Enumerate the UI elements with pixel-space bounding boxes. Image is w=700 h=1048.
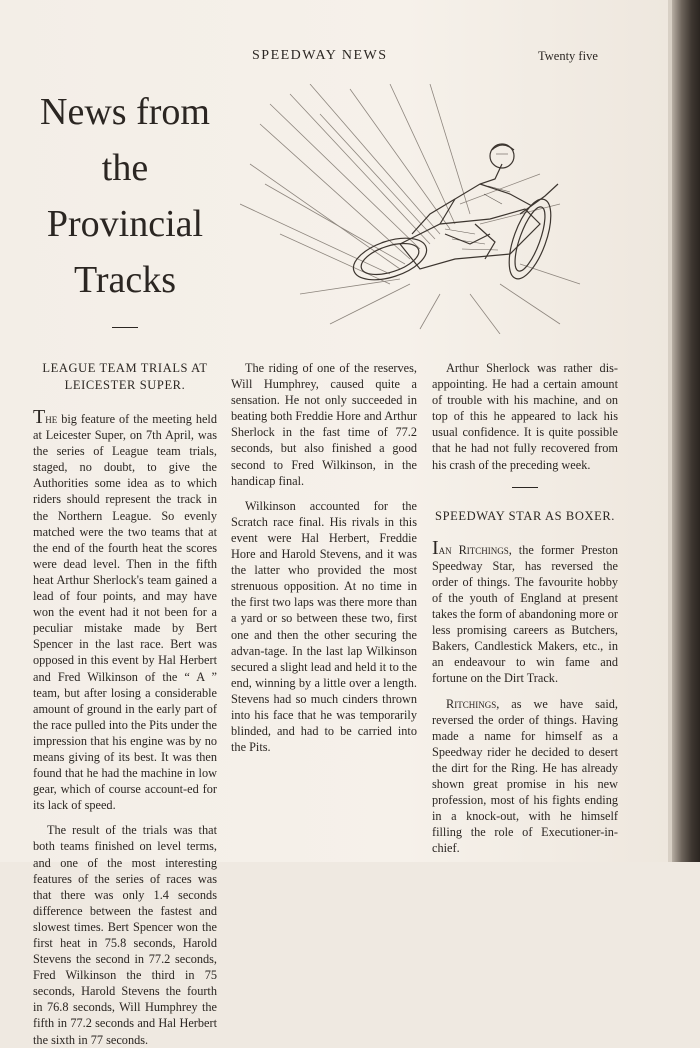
headline-line: News from (40, 91, 210, 133)
column-right (432, 360, 618, 856)
column-left (33, 360, 217, 1048)
section-title: SPEEDWAY STAR AS BOXER. (435, 508, 615, 523)
article-paragraph: The result of the trials was that both teams finished on level terms, and one of the most interesting features of the series of races was that there was only 1.4 seconds difference between the fastest and slowest times. Bert Spencer won the first heat in 75.8 seconds, Harold Stevens the second in 77.2 seconds, Fred Wilkinson the third in 75 seconds, Harold Stevens the fourth in 76.8 seconds, Will Humphrey the fifth in 77.2 seconds and Hal Herbert the sixth in 77 seconds. (33, 823, 217, 1047)
small-caps-text: he (45, 412, 58, 426)
article-paragraph: The riding of one of the reserves, Will Humphrey, caused quite a sensation. He not only succeeded in beating both Freddie Hore and Arthur Sherlock in the fast time of 77.2 seconds, but also finished a good second to Fred Wilkinson, in the handicap final. (231, 361, 417, 488)
paragraph-text: the former Preston Speedway Star, has reversed the order of things. The favourite hobby of the youth of England at present takes the form of abandoning more or less promising careers as Butchers, Bakers, Candlestick Makers, etc., in an endeavour to win fame and fortune on the Dirt Track. (432, 542, 618, 686)
running-head: SPEEDWAY NEWS (252, 48, 388, 63)
article-paragraph (33, 406, 217, 813)
headline-rule (112, 327, 138, 328)
paragraph-text: big feature of the meeting held at Leicester Super, on 7th April, was the series of League team trials, staged, no doubt, to give the Authorities some idea as to which riders should represent the track in the Northern League. So evenly matched were the two teams that at the end of the fourth heat the scores were dead level. Then in the fifth heat Arthur Sherlock's team gained a lead of four points, and may have won the event had it not been for a peculiar mistake made by Bert Spencer in the last race. Bert was opposed in this event by Hal Herbert and Fred Wilkinson of the “ A ” team, but after losing a considerable amount of ground in the early part of the race pulled into the Pits under the impression that his engine was by no means giving of its best. It was then found that he had the machine in low gear, which of course account-ed for its lack of speed. (33, 412, 217, 813)
drop-cap: I (432, 536, 439, 559)
article-paragraph: Arthur Sherlock was rather dis-appointing. He had a certain amount of trouble with his machine, and on top of this he appeared to lack his usual confidence. It is quite possible that he had not fully recovered from his crash of the preceding week. (432, 361, 618, 472)
paragraph-text: as we have said, reversed the order of things. Having made a name for himself as a Speedway rider he decided to desert the dirt for the Ring. He has already shown great promise in his new profession, most of his fights ending in a knock-out, with he himself filling the role of Executioner-in-chief. (432, 696, 618, 856)
article-paragraph (432, 696, 618, 857)
column-middle (231, 360, 417, 755)
article-paragraph (432, 536, 618, 687)
headline-line: Tracks (73, 259, 177, 301)
headline-line: Provincial (46, 203, 204, 245)
drop-cap: T (33, 406, 46, 428)
speedway-rider-sketch-icon (240, 84, 600, 334)
section-rule (512, 487, 538, 488)
page-headline (20, 84, 230, 308)
small-caps-text: an Ritchings, (438, 542, 512, 557)
small-caps-text: Ritchings, (446, 696, 500, 711)
headline-line: the (101, 147, 149, 189)
page-number: Twenty five (538, 49, 598, 63)
book-spine (672, 0, 700, 862)
section-title: LEAGUE TEAM TRIALS AT LEICESTER SUPER. (42, 361, 208, 392)
article-paragraph: Wilkinson accounted for the Scratch race final. His rivals in this event were Hal Herbert, Freddie Hore and Harold Stevens, and it was the latter who provided the most strenuous opposition. At no time in the first two laps was there more than a yard or so between these two, first one and then the other securing the advan-tage. In the last lap Wilkinson secured a slight lead and held it to the end, winning by a little over a length. Stevens had so much cinders thrown into his face that he was temporarily blinded, and had to be carried into the Pits. (231, 498, 417, 755)
